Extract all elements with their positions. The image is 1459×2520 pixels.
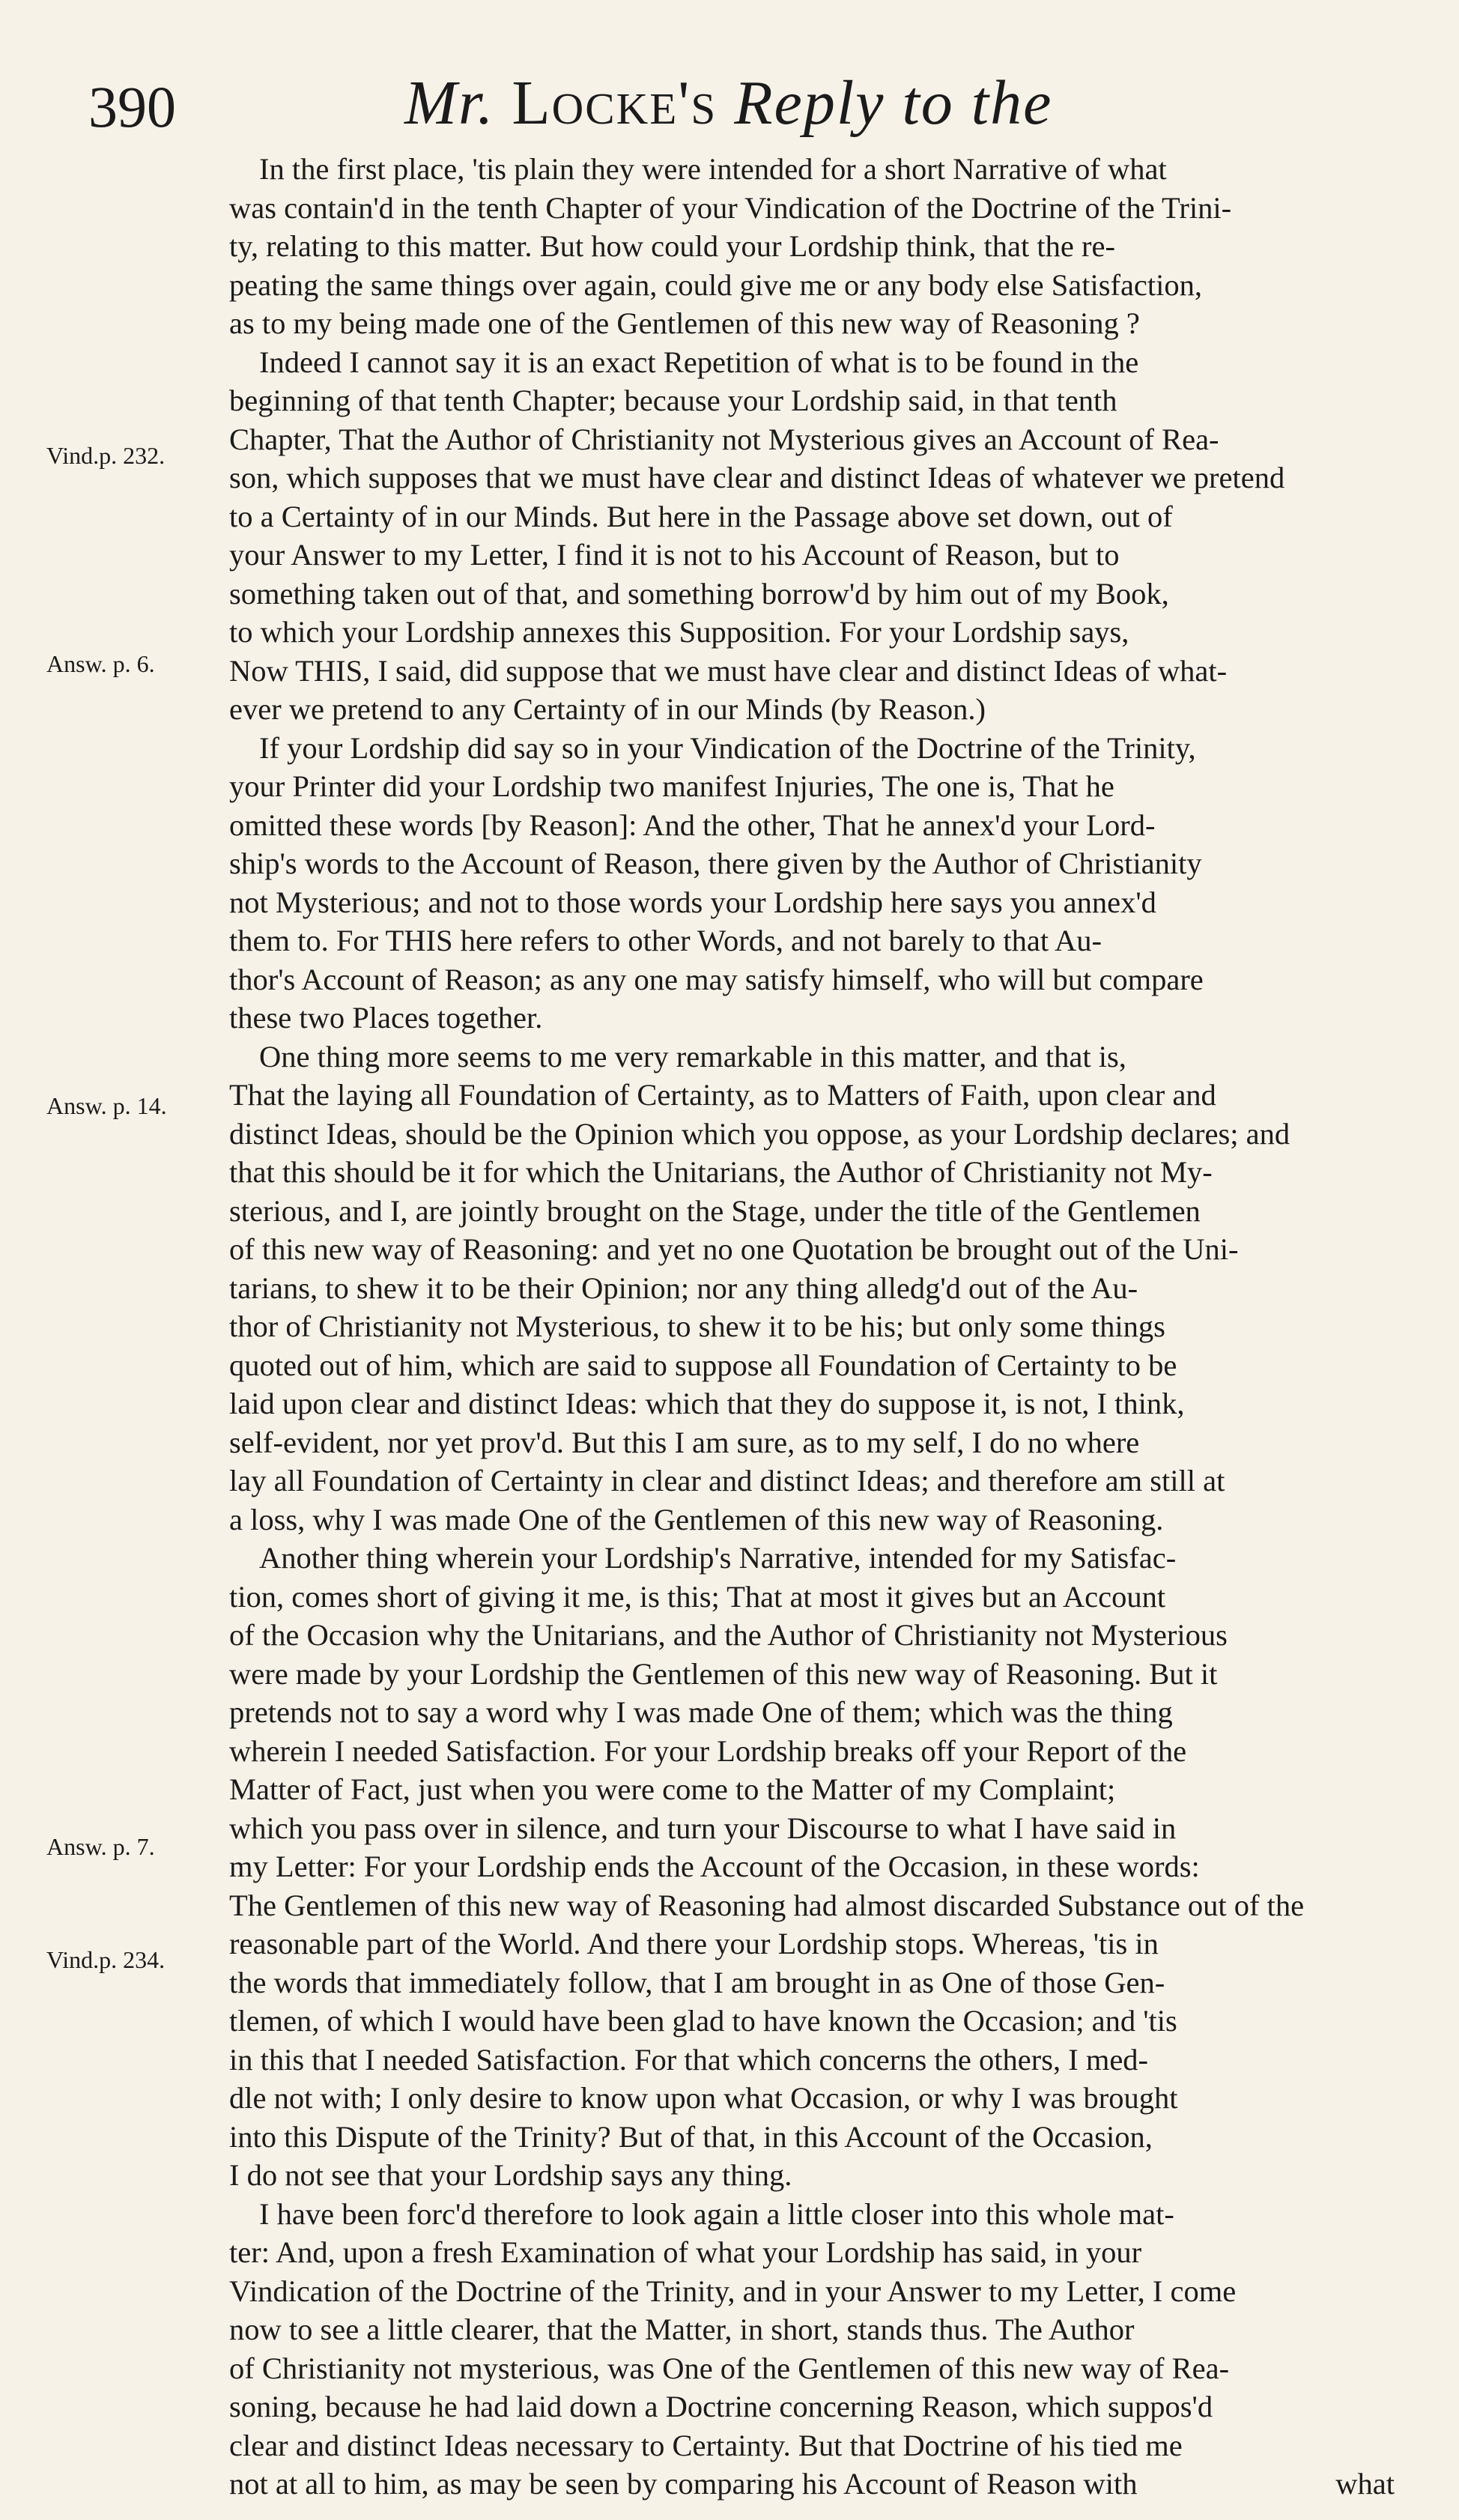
body-line: In the first place, 'tis plain they were intended for a short Narrative of what [259, 152, 1167, 186]
body-line: tion, comes short of giving it me, is this; That at most it gives but an Account [229, 1579, 1166, 1614]
body-line: That the laying all Foundation of Certainty, as to Matters of Faith, upon clear and [229, 1078, 1216, 1112]
body-line: clear and distinct Ideas necessary to Certainty. But that Doctrine of his tied me [229, 2428, 1183, 2462]
body-text [229, 150, 1395, 2504]
body-line: tarians, to shew it to be their Opinion; nor any thing alledg'd out of the Au- [229, 1270, 1138, 1305]
running-head-suffix: Reply to the [734, 68, 1053, 138]
body-line: the words that immediately follow, that I am brought in as One of those Gen- [229, 1965, 1165, 1999]
body-line: something taken out of that, and something borrow'd by him out of my Book, [229, 576, 1169, 611]
body-line: were made by your Lordship the Gentlemen of this new way of Reasoning. But it [229, 1656, 1218, 1691]
body-line: If your Lordship did say so in your Vindication of the Doctrine of the Trinity, [259, 730, 1196, 765]
margin-note-vind-232: Vind.p. 232. [46, 442, 166, 469]
body-line: Indeed I cannot say it is an exact Repetition of what is to be found in the [259, 345, 1139, 379]
running-head-prefix: Mr. [404, 68, 495, 138]
body-line: soning, because he had laid down a Doctrine concerning Reason, which suppos'd [229, 2390, 1213, 2423]
body-line: wherein I needed Satisfaction. For your Lordship breaks off your Report of the [229, 1733, 1187, 1768]
running-head-name: Locke's [512, 68, 718, 138]
body-line: to a Certainty of in our Minds. But here in the Passage above set down, out of [229, 499, 1173, 533]
body-line: now to see a little clearer, that the Matter, in short, stands thus. The Author [229, 2312, 1135, 2346]
body-line: beginning of that tenth Chapter; because your Lordship said, in that tenth [229, 384, 1117, 417]
body-line: not at all to him, as may be seen by comparing his Account of Reason with [229, 2467, 1138, 2501]
body-line: was contain'd in the tenth Chapter of your Vindication of the Doctrine of the Trini- [229, 190, 1232, 225]
body-line: reasonable part of the World. And there your Lordship stops. Whereas, 'tis in [229, 1927, 1159, 1960]
body-line: of Christianity not mysterious, was One of the Gentlemen of this new way of Rea- [229, 2351, 1230, 2385]
body-line: distinct Ideas, should be the Opinion which you oppose, as your Lordship declares; and [229, 1116, 1290, 1151]
body-line: ever we pretend to any Certainty of in our Minds (by Reason.) [229, 692, 986, 726]
catchword: what [1335, 2467, 1395, 2501]
body-line: your Printer did your Lordship two manifest Injuries, The one is, That he [229, 769, 1114, 803]
body-line: which you pass over in silence, and turn your Discourse to what I have said in [229, 1811, 1177, 1845]
body-line: ty, relating to this matter. But how could your Lordship think, that the re- [229, 229, 1115, 263]
margin-note-answ-14: Answ. p. 14. [46, 1092, 167, 1119]
body-line: as to my being made one of the Gentlemen of this new way of Reasoning ? [229, 306, 1140, 340]
body-line: Matter of Fact, just when you were come to the Matter of my Complaint; [229, 1772, 1116, 1806]
margin-note-vind-234: Vind.p. 234. [46, 1946, 166, 1973]
body-line: I do not see that your Lordship says any thing. [229, 2158, 792, 2192]
body-line: a loss, why I was made One of the Gentlemen of this new way of Reasoning. [229, 1502, 1164, 1536]
body-line: dle not with; I only desire to know upon what Occasion, or why I was brought [229, 2081, 1178, 2115]
body-line: tlemen, of which I would have been glad to have known the Occasion; and 'tis [229, 2004, 1177, 2038]
body-line: Vindication of the Doctrine of the Trinity, and in your Answer to my Letter, I come [229, 2274, 1237, 2308]
body-line: not Mysterious; and not to those words your Lordship here says you annex'd [229, 885, 1156, 919]
body-line: Another thing wherein your Lordship's Narrative, intended for my Satisfac- [259, 1541, 1177, 1575]
body-line: ship's words to the Account of Reason, there given by the Author of Christianity [229, 846, 1202, 880]
body-line: lay all Foundation of Certainty in clear and distinct Ideas; and therefore am still at [229, 1464, 1225, 1497]
body-line: them to. For THIS here refers to other Words, and not barely to that Au- [229, 924, 1102, 957]
body-line: omitted these words [by Reason]: And the other, That he annex'd your Lord- [229, 808, 1156, 842]
body-line: The Gentlemen of this new way of Reasoning had almost discarded Substance out of the [229, 1888, 1305, 1922]
body-line: your Answer to my Letter, I find it is not to his Account of Reason, but to [229, 538, 1120, 572]
body-line: of the Occasion why the Unitarians, and the Author of Christianity not Mysterious [229, 1618, 1228, 1652]
page-number: 390 [88, 74, 176, 139]
running-head [404, 68, 1053, 138]
body-line: laid upon clear and distinct Ideas: which that they do suppose it, is not, I think, [229, 1387, 1185, 1420]
body-line: Chapter, That the Author of Christianity not Mysterious gives an Account of Rea- [229, 422, 1219, 456]
body-line: these two Places together. [229, 1001, 543, 1035]
body-line: ter: And, upon a fresh Examination of what your Lordship has said, in your [229, 2235, 1142, 2269]
body-line: Now THIS, I said, did suppose that we must have clear and distinct Ideas of what- [229, 653, 1228, 688]
body-line: of this new way of Reasoning: and yet no one Quotation be brought out of the Uni- [229, 1232, 1239, 1266]
margin-note-answ-7: Answ. p. 7. [46, 1833, 155, 1860]
body-line: pretends not to say a word why I was made One of them; which was the thing [229, 1695, 1173, 1729]
body-line: thor's Account of Reason; as any one may satisfy himself, who will but compare [229, 962, 1204, 996]
body-line: in this that I needed Satisfaction. For that which concerns the others, I med- [229, 2042, 1149, 2077]
body-line: sterious, and I, are jointly brought on the Stage, under the title of the Gentlemen [229, 1193, 1201, 1228]
body-line: that this should be it for which the Unitarians, the Author of Christianity not My- [229, 1155, 1213, 1189]
body-line: son, which supposes that we must have clear and distinct Ideas of whatever we pretend [229, 461, 1285, 494]
body-line: I have been forc'd therefore to look again a little closer into this whole mat- [259, 2196, 1174, 2231]
body-line: quoted out of him, which are said to suppose all Foundation of Certainty to be [229, 1348, 1177, 1382]
body-line: my Letter: For your Lordship ends the Account of the Occasion, in these words: [229, 1850, 1200, 1883]
body-line: into this Dispute of the Trinity? But of that, in this Account of the Occasion, [229, 2119, 1153, 2154]
body-line: peating the same things over again, could give me or any body else Satisfaction, [229, 267, 1203, 302]
margin-note-answ-6: Answ. p. 6. [46, 650, 155, 677]
body-line: thor of Christianity not Mysterious, to shew it to be his; but only some things [229, 1309, 1165, 1343]
body-line: self-evident, nor yet prov'd. But this I am sure, as to my self, I do no where [229, 1425, 1140, 1459]
body-line: to which your Lordship annexes this Supposition. For your Lordship says, [229, 615, 1129, 649]
body-line: One thing more seems to me very remarkable in this matter, and that is, [259, 1039, 1126, 1073]
